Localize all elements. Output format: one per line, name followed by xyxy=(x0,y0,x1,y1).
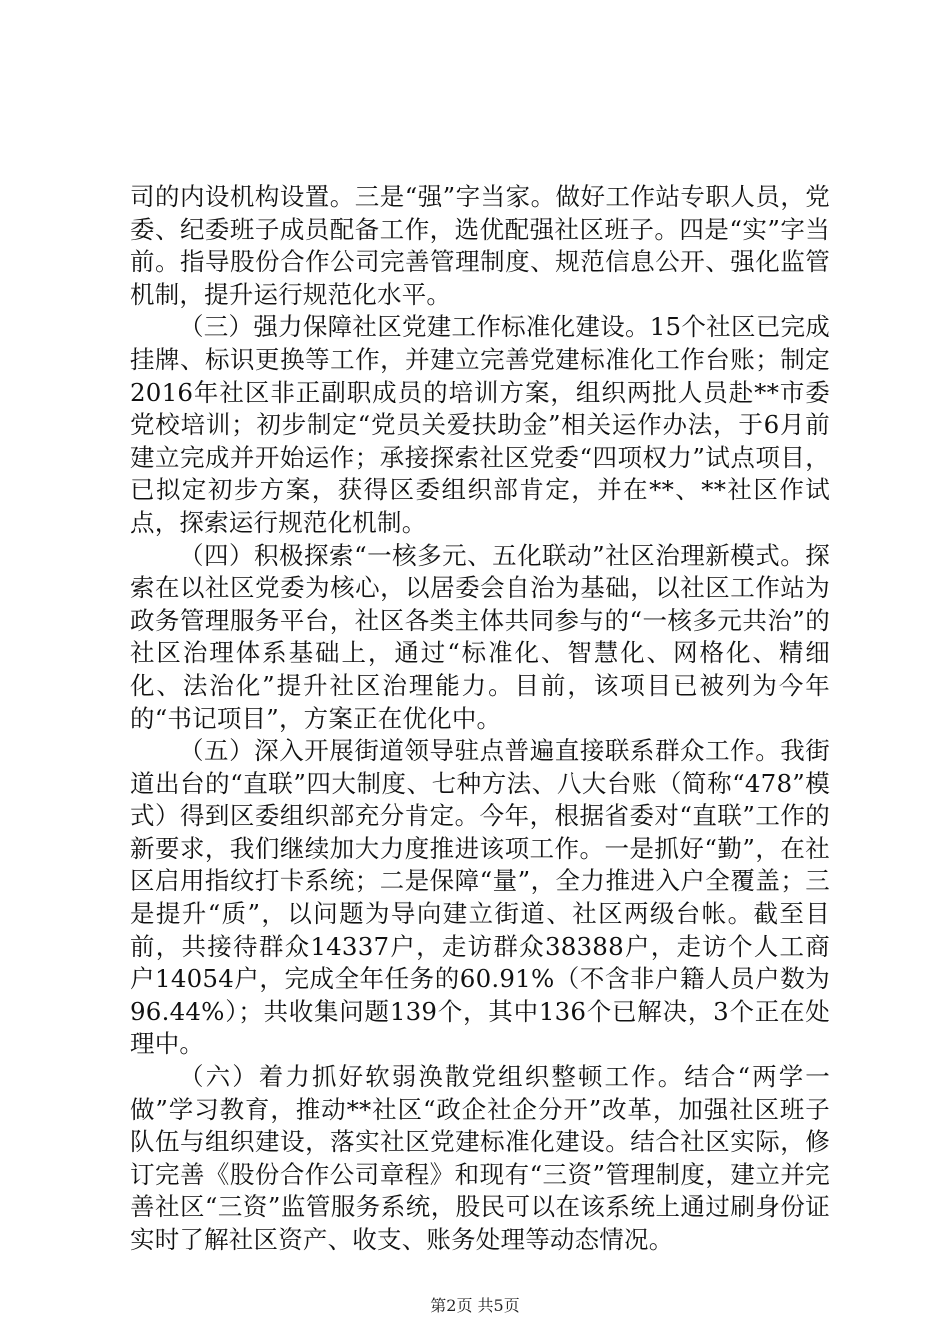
paragraph-section-3: （三）强力保障社区党建工作标准化建设。15个社区已完成挂牌、标识更换等工作，并建立完善党建标准化工作台账；制定2016年社区非正副职成员的培训方案，组织两批人员赴**市委党校培训；初步制定“党员关爱扶助金”相关运作办法，于6月前建立完成并开始运作；承接探索社区党委“四项权力”试点项目，已拟定初步方案，获得区委组织部肯定，并在**、**社区作试点，探索运行规范化机制。 xyxy=(130,312,830,537)
paragraph-section-6: （六）着力抓好软弱涣散党组织整顿工作。结合“两学一做”学习教育，推动**社区“政企社企分开”改革，加强社区班子队伍与组织建设，落实社区党建标准化建设。结合社区实际，修订完善《股份合作公司章程》和现有“三资”管理制度，建立并完善社区“三资”监管服务系统，股民可以在该系统上通过刷身份证实时了解社区资产、收支、账务处理等动态情况。 xyxy=(130,1062,830,1254)
page-number-footer: 第2页 共5页 xyxy=(430,1296,520,1315)
paragraph-continuation: 司的内设机构设置。三是“强”字当家。做好工作站专职人员，党委、纪委班子成员配备工作，选优配强社区班子。四是“实”字当前。指导股份合作公司完善管理制度、规范信息公开、强化监管机制，提升运行规范化水平。 xyxy=(130,182,830,309)
document-body xyxy=(130,181,830,1257)
paragraph-section-4: （四）积极探索“一核多元、五化联动”社区治理新模式。探索在以社区党委为核心，以居委会自治为基础，以社区工作站为政务管理服务平台，社区各类主体共同参与的“一核多元共治”的社区治理体系基础上，通过“标准化、智慧化、网格化、精细化、法治化”提升社区治理能力。目前，该项目已被列为今年的“书记项目”，方案正在优化中。 xyxy=(130,540,830,733)
paragraph-section-5: （五）深入开展街道领导驻点普遍直接联系群众工作。我街道出台的“直联”四大制度、七种方法、八大台账（简称“478”模式）得到区委组织部充分肯定。今年，根据省委对“直联”工作的新要求，我们继续加大力度推进该项工作。一是抓好“勤”，在社区启用指纹打卡系统；二是保障“量”，全力推进入户全覆盖；三是提升“质”，以问题为导向建立街道、社区两级台帐。截至目前，共接待群众14337户，走访群众38388户，走访个人工商户14054户，完成全年任务的60.91%（不含非户籍人员户数为96.44%）；共收集问题139个，其中136个已解决，3个正在处理中。 xyxy=(130,736,830,1059)
